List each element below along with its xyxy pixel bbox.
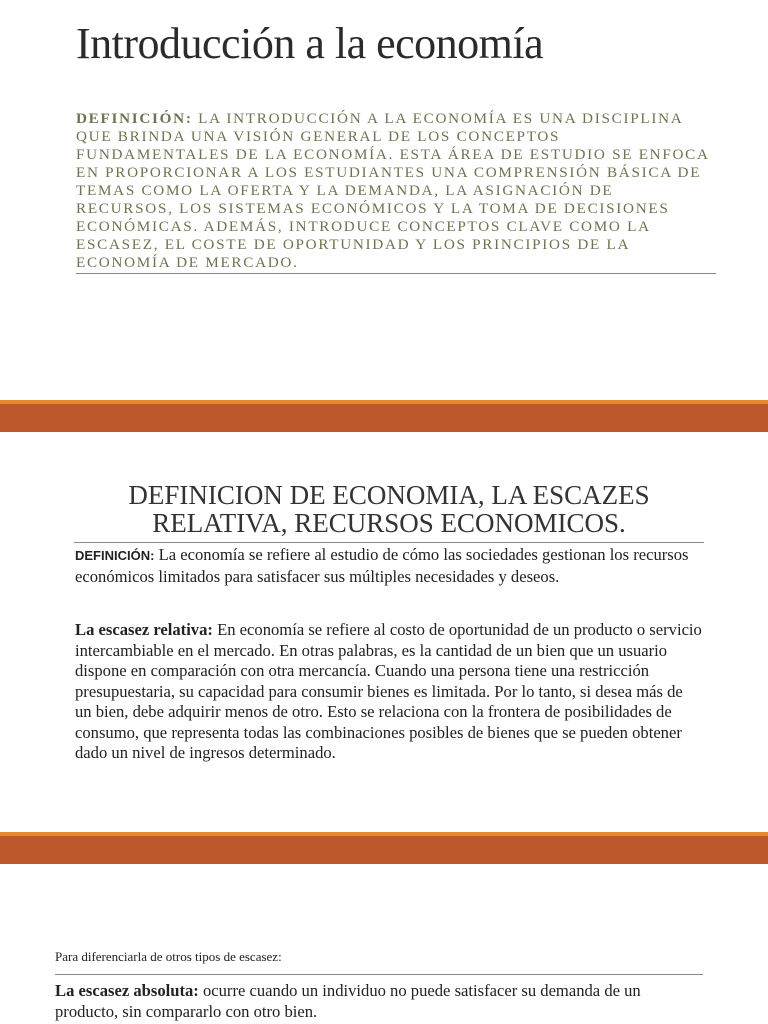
slide-3-divider bbox=[55, 974, 703, 975]
escasez-absoluta-text: ocurre cuando un individuo no puede satisfacer su demanda de un producto, sin compararlo con otro bien. bbox=[55, 981, 641, 1021]
slide-3-intro: Para diferenciarla de otros tipos de escasez: bbox=[55, 949, 282, 964]
definition-label: DEFINICIÓN: bbox=[75, 548, 155, 563]
economia-definition bbox=[75, 545, 703, 587]
escasez-absoluta-paragraph bbox=[55, 981, 703, 1022]
slide-1 bbox=[0, 0, 768, 400]
escasez-absoluta-label: La escasez absoluta: bbox=[55, 981, 199, 1000]
escasez-relativa-text: En economía se refiere al costo de oportunidad de un producto o servicio intercambiable en el mercado. En otras palabras, es la cantidad de un bien que un usuario dispone en comparación con otra mercancía. Cuando una persona tiene una restricción presupuestaria, su capacidad para consumir bienes es limitada. Por lo tanto, si desea más de un bien, debe adquirir menos de otro. Esto se relaciona con la frontera de posibilidades de consumo, que representa todas las combinaciones posibles de bienes que se pueden obtener dado un nivel de ingresos determinado. bbox=[75, 620, 702, 762]
slide-1-title: Introducción a la economía bbox=[76, 19, 544, 68]
definition-text: La economía se refiere al estudio de cómo las sociedades gestionan los recursos económicos limitados para satisfacer sus múltiples necesidades y deseos. bbox=[75, 545, 689, 586]
slide-separator-2 bbox=[0, 836, 768, 864]
slide-separator-1 bbox=[0, 404, 768, 432]
escasez-relativa-label: La escasez relativa: bbox=[75, 620, 213, 639]
slide-2-title: DEFINICION DE ECONOMIA, LA ESCAZES RELATIVA, RECURSOS ECONOMICOS. bbox=[128, 480, 650, 538]
escasez-relativa-paragraph bbox=[75, 620, 703, 764]
title-divider bbox=[74, 542, 704, 543]
definition-text: LA INTRODUCCIÓN A LA ECONOMÍA ES UNA DISCIPLINA QUE BRINDA UNA VISIÓN GENERAL DE LOS CONCEPTOS FUNDAMENTALES DE LA ECONOMÍA. ESTA ÁREA DE ESTUDIO SE ENFOCA EN PROPORCIONAR A LOS ESTUDIANTES UNA COMPRENSIÓN BÁSICA DE TEMAS COMO LA OFERTA Y LA DEMANDA, LA ASIGNACIÓN DE RECURSOS, LOS SISTEMAS ECONÓMICOS Y LA TOMA DE DECISIONES ECONÓMICAS. ADEMÁS, INTRODUCE CONCEPTOS CLAVE COMO LA ESCASEZ, EL COSTE DE OPORTUNIDAD Y LOS PRINCIPIOS DE LA ECONOMÍA DE MERCADO. bbox=[76, 110, 709, 271]
definition-label: DEFINICIÓN: bbox=[76, 110, 193, 127]
slide-1-definition bbox=[76, 110, 716, 274]
